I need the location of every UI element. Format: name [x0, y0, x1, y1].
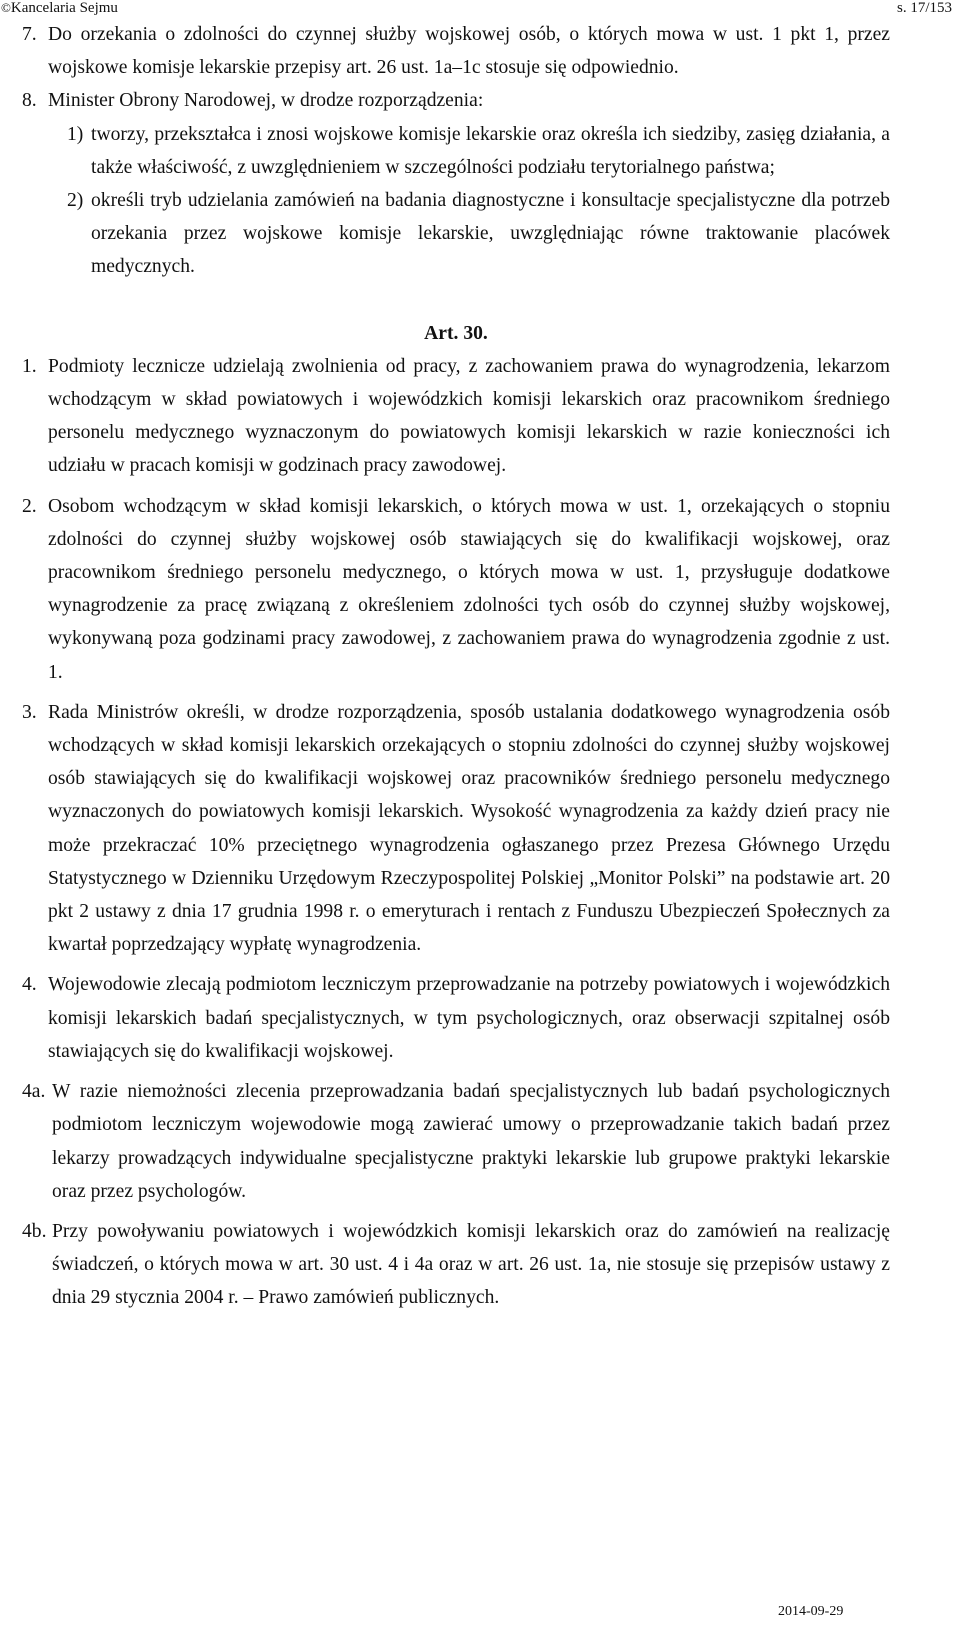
- paragraph-text: Przy powoływaniu powiatowych i wojewódzkich komisji lekarskich oraz do zamówień na realizację świadczeń, o których mowa w art. 30 ust. 4 i 4a oraz w art. 26 ust. 1a, nie stosuje się przepisów ustawy z dnia 29 stycznia 2004 r. – Prawo zamówień publicznych.: [52, 1220, 890, 1309]
- article-heading: Art. 30.: [424, 322, 488, 344]
- paragraph-number: 4.: [22, 974, 37, 996]
- paragraph-number: 4a.: [22, 1081, 46, 1103]
- art30-paragraph-1: [22, 350, 890, 483]
- item-text: tworzy, przekształca i znosi wojskowe komisje lekarskie oraz określa ich siedziby, zasięg działania, a także właściwość, z uwzględnieniem w szczególności podziału terytorialnego państwa;: [91, 123, 890, 178]
- paragraph-number: 1.: [22, 355, 37, 377]
- page-footer-date: 2014-09-29: [778, 1604, 844, 1619]
- paragraph-text: Podmioty lecznicze udzielają zwolnienia od pracy, z zachowaniem prawa do wynagrodzenia, lekarzom wchodzącym w skład powiatowych i wojewódzkich komisji lekarskich oraz pracownikom średniego personelu medycznego wyznaczonym do powiatowych komisji lekarskich w razie konieczności ich udziału w pracach komisji w godzinach pracy zawodowej.: [48, 355, 890, 477]
- item-text: określi tryb udzielania zamówień na badania diagnostyczne i konsultacje specjalistyczne dla potrzeb orzekania przez wojskowe komisje lekarskie, uwzględniając równe traktowanie placówek medycznych.: [91, 190, 890, 278]
- art30-paragraph-2: [22, 490, 890, 689]
- publisher-line: [1, 0, 118, 16]
- paragraph-number: 2.: [22, 495, 37, 517]
- paragraph-number: 3.: [22, 701, 37, 723]
- copyright-symbol: ©: [1, 0, 11, 15]
- paragraph-8: [22, 84, 890, 117]
- paragraph-number: 7.: [22, 24, 37, 45]
- paragraph-text: Minister Obrony Narodowej, w drodze rozporządzenia:: [48, 90, 484, 112]
- art30-paragraph-4a: [22, 1075, 890, 1208]
- paragraph-text: Do orzekania o zdolności do czynnej służby wojskowej osób, o których mowa w ust. 1 pkt 1, przez wojskowe komisje lekarskie przepisy art. 26 ust. 1a–1c stosuje się odpowiednio.: [48, 24, 890, 79]
- paragraph-text: Osobom wchodzącym w skład komisji lekarskich, o których mowa w ust. 1, orzekających o stopniu zdolności do czynnej służby wojskowej osób stawiających się do kwalifikacji wojskowej, oraz pracownikom średniego personelu medycznego, o których mowa w ust. 1, przysługuje dodatkowe wynagrodzenie za pracę związaną z określeniem zdolności tych osób do czynnej służby wojskowej, wykonywaną poza godzinami pracy zawodowej, z zachowaniem prawa do wynagrodzenia zgodnie z ust. 1.: [48, 495, 890, 683]
- paragraph-number: 4b.: [22, 1220, 47, 1242]
- list-item-2: [22, 184, 890, 284]
- paragraph-text: Wojewodowie zlecają podmiotom leczniczym przeprowadzanie na potrzeby powiatowych i wojewódzkich komisji lekarskich badań specjalistycznych, w tym psychologicznych, oraz obserwacji szpitalnej osób stawiających się do kwalifikacji wojskowej.: [48, 974, 890, 1062]
- art30-paragraph-4b: [22, 1215, 890, 1315]
- paragraph-number: 8.: [22, 90, 37, 112]
- paragraph-7: [22, 18, 890, 84]
- page-number: s. 17/153: [897, 0, 953, 16]
- paragraph-text: Rada Ministrów określi, w drodze rozporządzenia, sposób ustalania dodatkowego wynagrodzenia osób wchodzących w skład komisji lekarskich orzekających o stopniu zdolności do czynnej służby wojskowej osób stawiających się do kwalifikacji wojskowej oraz pracowników średniego personelu medycznego wyznaczonych do powiatowych komisji lekarskich. Wysokość wynagrodzenia za każdy dzień pracy nie może przekraczać 10% przeciętnego wynagrodzenia ogłaszanego przez Prezesa Głównego Urzędu Statystycznego w Dzienniku Urzędowym Rzeczypospolitej Polskiej „Monitor Polski” na podstawie art. 20 pkt 2 ustawy z dnia 17 grudnia 1998 r. o emeryturach i rentach z Funduszu Ubezpieczeń Społecznych za kwartał poprzedzający wypłatę wynagrodzenia.: [48, 701, 890, 956]
- list-item-1: [22, 118, 890, 184]
- item-number: 1): [67, 123, 84, 145]
- item-number: 2): [67, 190, 84, 212]
- document-body: [22, 18, 890, 1315]
- publisher-name: Kancelaria Sejmu: [10, 0, 118, 16]
- art30-paragraph-4: [22, 968, 890, 1068]
- paragraph-text: W razie niemożności zlecenia przeprowadzania badań specjalistycznych lub badań psychologicznych podmiotom leczniczym wojewodowie mogą zawierać umowy o przeprowadzanie takich badań przez lekarzy prowadzących indywidualne specjalistyczne praktyki lekarskie lub grupowe praktyki lekarskie oraz przez psychologów.: [52, 1081, 890, 1202]
- art30-paragraph-3: [22, 696, 890, 962]
